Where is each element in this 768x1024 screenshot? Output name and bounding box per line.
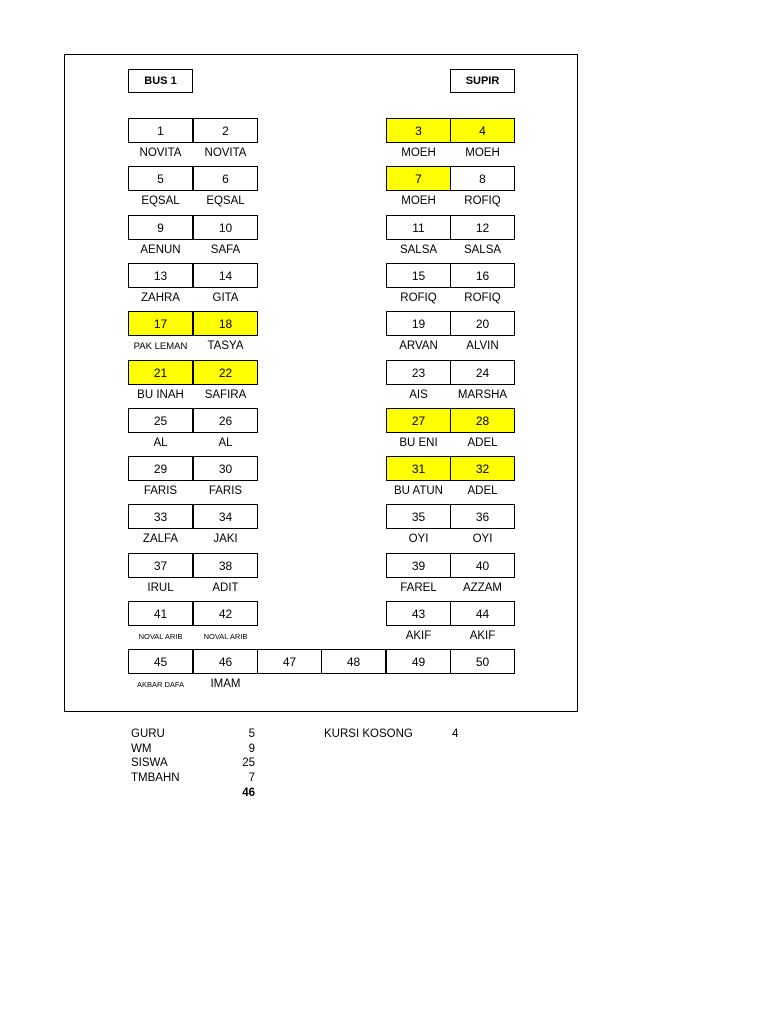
passenger-name: MOEH	[401, 147, 436, 159]
passenger-name: NOVAL ARIB	[203, 631, 248, 641]
summary-label-siswa: SISWA	[131, 757, 168, 769]
passenger-name: IMAM	[210, 678, 241, 690]
passenger-name: ZAHRA	[141, 292, 180, 304]
seat-number: 41	[128, 601, 193, 626]
passenger-name: PAK LEMAN	[133, 340, 188, 352]
seat-number: 13	[128, 263, 193, 288]
back-seat-number: 45	[128, 649, 193, 674]
seat-number: 3	[386, 118, 451, 143]
passenger-name: OYI	[408, 533, 429, 545]
summary-label-tmbahn: TMBAHN	[131, 772, 180, 784]
passenger-name: AKIF	[405, 630, 432, 642]
passenger-name: EQSAL	[141, 195, 180, 207]
summary-value-siswa: 25	[242, 757, 255, 769]
passenger-name: AL	[153, 437, 168, 449]
passenger-name: AL	[218, 437, 233, 449]
passenger-name: ADEL	[467, 485, 498, 497]
seat-number: 25	[128, 408, 193, 433]
seat-number: 28	[450, 408, 515, 433]
passenger-name: AKIF	[469, 630, 496, 642]
empty-seats-value: 4	[452, 728, 459, 740]
seat-number: 21	[128, 360, 193, 385]
seat-number: 1	[128, 118, 193, 143]
seat-number: 20	[450, 311, 515, 336]
passenger-name: ALVIN	[466, 340, 499, 352]
passenger-name: ADIT	[212, 582, 239, 594]
passenger-name: FAREL	[400, 582, 437, 594]
summary-value-wm: 9	[248, 743, 255, 755]
passenger-name: AIS	[409, 389, 428, 401]
summary-value-tmbahn: 7	[248, 772, 255, 784]
seat-number: 2	[193, 118, 258, 143]
passenger-name: MOEH	[465, 147, 500, 159]
seat-number: 36	[450, 504, 515, 529]
passenger-name: JAKI	[213, 533, 238, 545]
passenger-name: OYI	[472, 533, 493, 545]
seat-number: 5	[128, 166, 193, 191]
seat-number: 40	[450, 553, 515, 578]
seat-number: 39	[386, 553, 451, 578]
passenger-name: AKBAR DAFA	[136, 679, 185, 689]
passenger-name: NOVAL ARIB	[138, 631, 183, 641]
seat-number: 11	[386, 215, 451, 240]
passenger-name: ARVAN	[399, 340, 438, 352]
seat-number: 22	[193, 360, 258, 385]
seat-number: 19	[386, 311, 451, 336]
passenger-name: EQSAL	[206, 195, 245, 207]
back-seat-number: 49	[386, 649, 451, 674]
seat-number: 30	[193, 456, 258, 481]
passenger-name: SALSA	[399, 244, 438, 256]
seat-number: 16	[450, 263, 515, 288]
seat-number: 12	[450, 215, 515, 240]
passenger-name: ROFIQ	[464, 195, 501, 207]
passenger-name: ROFIQ	[400, 292, 437, 304]
seat-number: 29	[128, 456, 193, 481]
seat-number: 4	[450, 118, 515, 143]
passenger-name: NOVITA	[139, 147, 182, 159]
bus-label: BUS 1	[128, 69, 193, 93]
passenger-name: BU INAH	[137, 389, 184, 401]
summary-label-guru: GURU	[131, 728, 165, 740]
summary-label-wm: WM	[131, 743, 152, 755]
passenger-name: IRUL	[147, 582, 174, 594]
seat-number: 42	[193, 601, 258, 626]
seat-number: 32	[450, 456, 515, 481]
passenger-name: FARIS	[208, 485, 243, 497]
seat-number: 14	[193, 263, 258, 288]
back-seat-number: 46	[193, 649, 258, 674]
seat-number: 15	[386, 263, 451, 288]
driver-label: SUPIR	[450, 69, 515, 93]
passenger-name: AENUN	[140, 244, 181, 256]
empty-seats-label: KURSI KOSONG	[324, 728, 413, 740]
passenger-name: MOEH	[401, 195, 436, 207]
summary-value-guru: 5	[248, 728, 255, 740]
seat-number: 7	[386, 166, 451, 191]
passenger-name: ROFIQ	[464, 292, 501, 304]
passenger-name: FARIS	[143, 485, 178, 497]
back-seat-number: 50	[450, 649, 515, 674]
seat-number: 6	[193, 166, 258, 191]
seat-number: 35	[386, 504, 451, 529]
seat-number: 27	[386, 408, 451, 433]
passenger-name: BU ENI	[399, 437, 438, 449]
seat-number: 9	[128, 215, 193, 240]
seat-number: 18	[193, 311, 258, 336]
passenger-name: GITA	[212, 292, 239, 304]
seat-number: 37	[128, 553, 193, 578]
back-seat-number: 48	[321, 649, 386, 674]
passenger-name: AZZAM	[463, 582, 502, 594]
passenger-name: SAFA	[210, 244, 241, 256]
seat-number: 17	[128, 311, 193, 336]
seat-number: 44	[450, 601, 515, 626]
seat-number: 34	[193, 504, 258, 529]
passenger-name: SALSA	[463, 244, 502, 256]
seat-number: 38	[193, 553, 258, 578]
seat-number: 8	[450, 166, 515, 191]
seat-number: 31	[386, 456, 451, 481]
seat-number: 33	[128, 504, 193, 529]
seat-number: 24	[450, 360, 515, 385]
seat-number: 23	[386, 360, 451, 385]
passenger-name: BU ATUN	[394, 485, 443, 497]
seat-number: 26	[193, 408, 258, 433]
seat-number: 43	[386, 601, 451, 626]
seat-number: 10	[193, 215, 258, 240]
passenger-name: MARSHA	[457, 389, 508, 401]
passenger-name: ADEL	[467, 437, 498, 449]
passenger-name: NOVITA	[204, 147, 247, 159]
summary-total: 46	[242, 787, 255, 799]
passenger-name: TASYA	[207, 340, 244, 352]
passenger-name: ZALFA	[142, 533, 179, 545]
back-seat-number: 47	[257, 649, 322, 674]
passenger-name: SAFIRA	[204, 389, 247, 401]
